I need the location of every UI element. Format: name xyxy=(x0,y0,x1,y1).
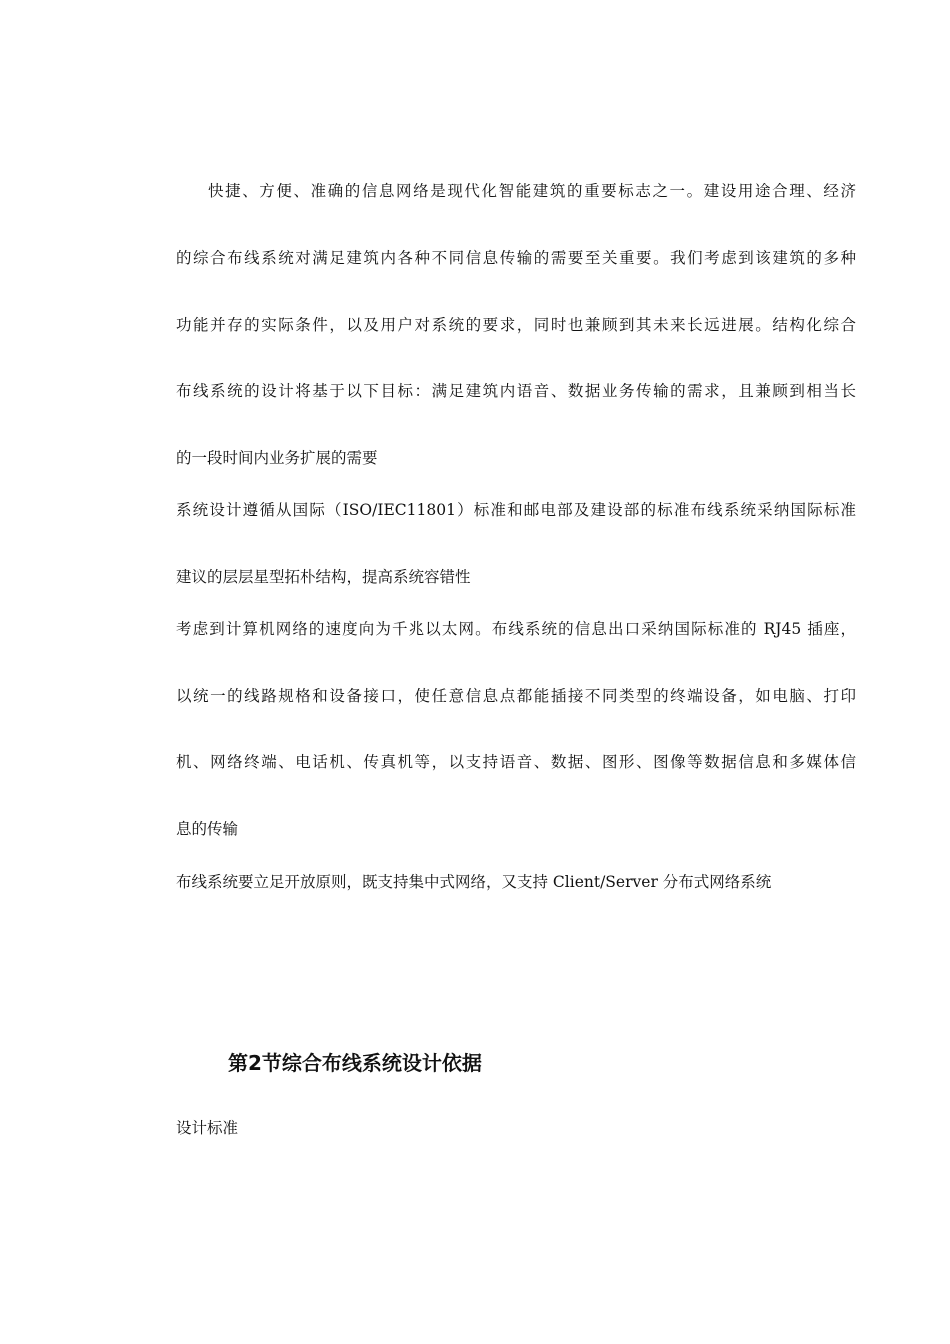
paragraph-1-line-3: 功能并存的实际条件，以及用户对系统的要求，同时也兼顾到其未来长远进展。结构化综合 xyxy=(176,316,856,334)
paragraph-3-line-4: 息的传输 xyxy=(176,820,239,838)
paragraph-4-line-1: 布线系统要立足开放原则，既支持集中式网络，又支持 Client/Server 分布式网络系统 xyxy=(176,873,772,891)
paragraph-3-line-2: 以统一的线路规格和设备接口，使任意信息点都能插接不同类型的终端设备，如电脑、打印 xyxy=(176,687,856,705)
paragraph-3-line-1: 考虑到计算机网络的速度向为千兆以太网。布线系统的信息出口采纳国际标准的 RJ45 插座， xyxy=(176,620,856,638)
paragraph-1-line-5: 的一段时间内业务扩展的需要 xyxy=(176,449,378,467)
paragraph-2-line-2: 建议的层层星型拓朴结构，提高系统容错性 xyxy=(176,568,471,586)
section-heading: 第2节综合布线系统设计依据 xyxy=(228,1051,482,1075)
paragraph-1-line-2: 的综合布线系统对满足建筑内各种不同信息传输的需要至关重要。我们考虑到该建筑的多种 xyxy=(176,249,856,267)
paragraph-2-line-1: 系统设计遵循从国际（ISO/IEC11801）标准和邮电部及建设部的标准布线系统采纳国际标准 xyxy=(176,501,856,519)
paragraph-3-line-3: 机、网络终端、电话机、传真机等，以支持语音、数据、图形、图像等数据信息和多媒体信 xyxy=(176,753,856,771)
subheading: 设计标准 xyxy=(176,1119,239,1137)
paragraph-1-line-4: 布线系统的设计将基于以下目标：满足建筑内语音、数据业务传输的需求，且兼顾到相当长 xyxy=(176,382,856,400)
paragraph-1-line-1: 快捷、方便、准确的信息网络是现代化智能建筑的重要标志之一。建设用途合理、经济 xyxy=(208,182,856,200)
